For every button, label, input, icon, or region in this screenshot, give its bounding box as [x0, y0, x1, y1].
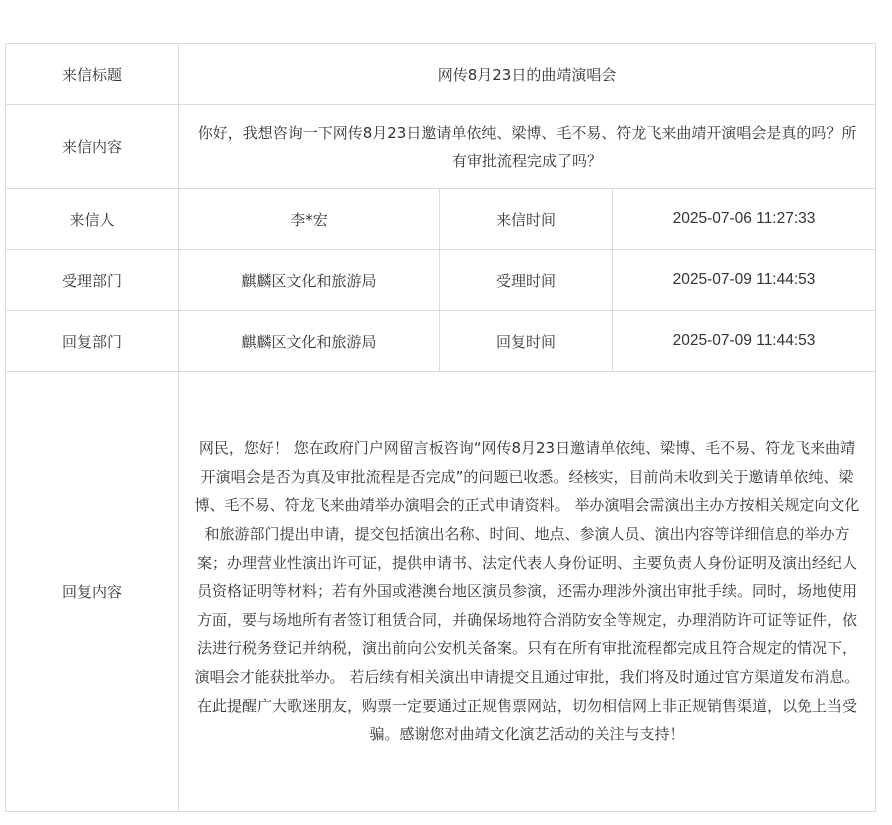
send-time-label: 来信时间 — [440, 189, 613, 250]
dept-label: 受理部门 — [6, 250, 179, 311]
sender-value: 李*宏 — [179, 189, 440, 250]
accept-time-label: 受理时间 — [440, 250, 613, 311]
content-value: 你好，我想咨询一下网传8月23日邀请单依纯、梁博、毛不易、符龙飞来曲靖开演唱会是真的吗？所有审批流程完成了吗？ — [179, 105, 876, 189]
reply-content-row — [6, 372, 876, 812]
accept-time-value: 2025-07-09 11:44:53 — [613, 250, 876, 311]
reply-time-value: 2025-07-09 11:44:53 — [613, 311, 876, 372]
content-row — [6, 105, 876, 189]
title-value: 网传8月23日的曲靖演唱会 — [179, 44, 876, 105]
send-time-value: 2025-07-06 11:27:33 — [613, 189, 876, 250]
reply-content-label: 回复内容 — [6, 372, 179, 812]
reply-dept-value: 麒麟区文化和旅游局 — [179, 311, 440, 372]
dept-row — [6, 250, 876, 311]
sender-row — [6, 189, 876, 250]
letter-detail-table — [5, 43, 876, 812]
title-row — [6, 44, 876, 105]
reply-dept-row — [6, 311, 876, 372]
content-label: 来信内容 — [6, 105, 179, 189]
dept-value: 麒麟区文化和旅游局 — [179, 250, 440, 311]
reply-time-label: 回复时间 — [440, 311, 613, 372]
title-label: 来信标题 — [6, 44, 179, 105]
reply-dept-label: 回复部门 — [6, 311, 179, 372]
reply-content-value: 网民，您好！ 您在政府门户网留言板咨询“网传8月23日邀请单依纯、梁博、毛不易、符龙飞来曲靖开演唱会是否为真及审批流程是否完成”的问题已收悉。经核实，目前尚未收到关于邀请单依纯、梁博、毛不易、符龙飞来曲靖举办演唱会的正式申请资料。 举办演唱会需演出主办方按相关规定向文化和旅游部门提出申请，提交包括演出名称、时间、地点、参演人员、演出内容等详细信息的举办方案；办理营业性演出许可证，提供申请书、法定代表人身份证明、主要负责人身份证明及演出经纪人员资格证明等材料；若有外国或港澳台地区演员参演，还需办理涉外演出审批手续。同时，场地使用方面，要与场地所有者签订租赁合同，并确保场地符合消防安全等规定，办理消防许可证等证件，依法进行税务登记并纳税，演出前向公安机关备案。只有在所有审批流程都完成且符合规定的情况下，演唱会才能获批举办。 若后续有相关演出申请提交且通过审批，我们将及时通过官方渠道发布消息。在此提醒广大歌迷朋友，购票一定要通过正规售票网站，切勿相信网上非正规销售渠道，以免上当受骗。感谢您对曲靖文化演艺活动的关注与支持！ — [179, 372, 876, 812]
sender-label: 来信人 — [6, 189, 179, 250]
